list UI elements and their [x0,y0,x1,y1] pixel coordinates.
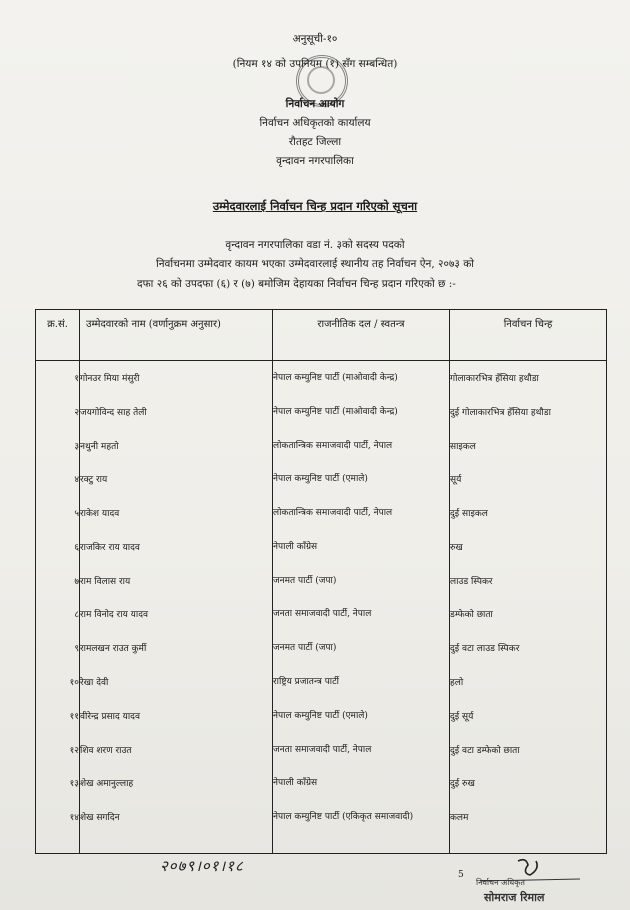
office-name: निर्वाचन अधिकृतको कार्यालय [259,117,371,129]
symbol-cell: हलो [450,665,607,699]
handwritten-date: २०७९।०१।१८ [160,857,244,875]
header-serial: क्र.सं. [36,310,80,361]
symbol-cell: दुई वटा डम्फेको छाता [450,733,607,767]
symbol-cell: डम्फेको छाता [450,597,607,631]
serial-cell: १३ [36,766,80,800]
serial-cell: १४ [36,800,80,853]
candidate-name-cell: गोनउर मिया मंसुरी [80,361,273,395]
symbol-cell: सूर्य [450,462,607,496]
symbol-cell: दुई गोलाकारभित्र हँसिया हथौडा [450,395,607,429]
party-cell: लोकतान्त्रिक समाजवादी पार्टी, नेपाल [273,496,450,530]
table-row [36,665,607,699]
party-cell: नेपाल कम्युनिष्ट पार्टी (माओवादी केन्द्र) [273,395,450,429]
symbol-cell: गोलाकारभित्र हँसिया हथौडा [450,361,607,395]
party-cell: नेपाल कम्युनिष्ट पार्टी (माओवादी केन्द्र) [273,361,450,395]
intro-line-3: दफा २६ को उपदफा (६) र (७) बमोजिम देहायका निर्वाचन चिन्ह प्रदान गरिएको छ :- [137,278,456,290]
candidate-name-cell: राजकिर राय यादव [80,530,273,564]
table-row [36,564,607,598]
header-candidate-name: उम्मेदवारको नाम (वर्णानुक्रम अनुसार) [80,310,273,361]
candidate-name-cell: रामलखन राउत कुर्मी [80,631,273,665]
party-cell: जनता समाजवादी पार्टी, नेपाल [273,597,450,631]
table-row [36,699,607,733]
party-cell: नेपाली काँग्रेस [273,530,450,564]
page-number: 5 [458,870,464,880]
party-cell: नेपाल कम्युनिष्ट पार्टी (एमाले) [273,699,450,733]
table-row [36,361,607,395]
candidate-name-cell: शिव शरण राउत [80,733,273,767]
symbol-cell: रुख [450,530,607,564]
candidate-name-cell: राकेश यादव [80,496,273,530]
serial-cell: ९ [36,631,80,665]
party-cell: राष्ट्रिय प्रजातन्त्र पार्टी [273,665,450,699]
party-cell: नेपाल कम्युनिष्ट पार्टी (एकिकृत समाजवादी) [273,800,450,853]
table-row [36,597,607,631]
symbol-cell: दुई रुख [450,766,607,800]
table-row [36,800,607,853]
table-row [36,766,607,800]
candidate-name-cell: रक्टु राय [80,462,273,496]
signer-name: सोमराज रिमाल [484,891,545,904]
candidate-name-cell: राम विलास राय [80,564,273,598]
serial-cell: १२ [36,733,80,767]
serial-cell: २ [36,395,80,429]
serial-cell: ११ [36,699,80,733]
serial-cell: ४ [36,462,80,496]
municipality-name: वृन्दावन नगरपालिका [276,155,354,167]
candidate-name-cell: शेख सगदिन [80,800,273,853]
commission-name: निर्वाचन आयोग [285,98,345,110]
candidate-name-cell: रेखा देवी [80,665,273,699]
symbol-cell: लाउड स्पिकर [450,564,607,598]
symbol-cell: कलम [450,800,607,853]
table-row [36,395,607,429]
serial-cell: ८ [36,597,80,631]
candidate-name-cell: शेख अमानुल्लाह [80,766,273,800]
officer-signature-stamp [470,855,590,907]
party-cell: जनमत पार्टी (जपा) [273,631,450,665]
serial-cell: १ [36,361,80,395]
symbol-cell: साइकल [450,429,607,463]
header-symbol: निर्वाचन चिन्ह [450,310,607,361]
district-name: रौतहट जिल्ला [288,136,342,148]
signer-title: निर्वाचन अधिकृत [476,878,525,887]
table-row [36,733,607,767]
table-row [36,462,607,496]
table-row [36,631,607,665]
candidate-name-cell: नथुनी महतो [80,429,273,463]
candidate-table [35,309,607,854]
serial-cell: ५ [36,496,80,530]
serial-cell: ६ [36,530,80,564]
annex-label: अनुसूची-१० [292,33,338,45]
party-cell: नेपाली काँग्रेस [273,766,450,800]
candidate-name-cell: राम विनोद राय यादव [80,597,273,631]
candidate-name-cell: जयगोविन्द साह तेली [80,395,273,429]
rule-reference: (नियम १४ को उपनियम (१) सँग सम्बन्धित) [232,58,398,70]
party-cell: लोकतान्त्रिक समाजवादी पार्टी, नेपाल [273,429,450,463]
party-cell: जनमत पार्टी (जपा) [273,564,450,598]
notice-title: उम्मेदवारलाई निर्वाचन चिन्ह प्रदान गरिएको सूचना [212,199,418,213]
table-row [36,496,607,530]
intro-line-1: वृन्दावन नगरपालिका वडा नं. ३को सदस्य पदको [225,239,405,251]
table-row [36,429,607,463]
symbol-cell: दुई सूर्य [450,699,607,733]
intro-line-2: निर्वाचनमा उम्मेदवार कायम भएका उम्मेदवारलाई स्थानीय तह निर्वाचन ऐन, २०७३ को [156,258,474,270]
table-row [36,530,607,564]
symbol-cell: दुई साइकल [450,496,607,530]
serial-cell: ७ [36,564,80,598]
header-party: राजनीतिक दल / स्वतन्त्र [273,310,450,361]
party-cell: जनता समाजवादी पार्टी, नेपाल [273,733,450,767]
table-header-row [36,310,607,361]
symbol-cell: दुई वटा लाउड स्पिकर [450,631,607,665]
candidate-name-cell: वीरेन्द्र प्रसाद यादव [80,699,273,733]
party-cell: नेपाल कम्युनिष्ट पार्टी (एमाले) [273,462,450,496]
serial-cell: ३ [36,429,80,463]
serial-cell: १० [36,665,80,699]
